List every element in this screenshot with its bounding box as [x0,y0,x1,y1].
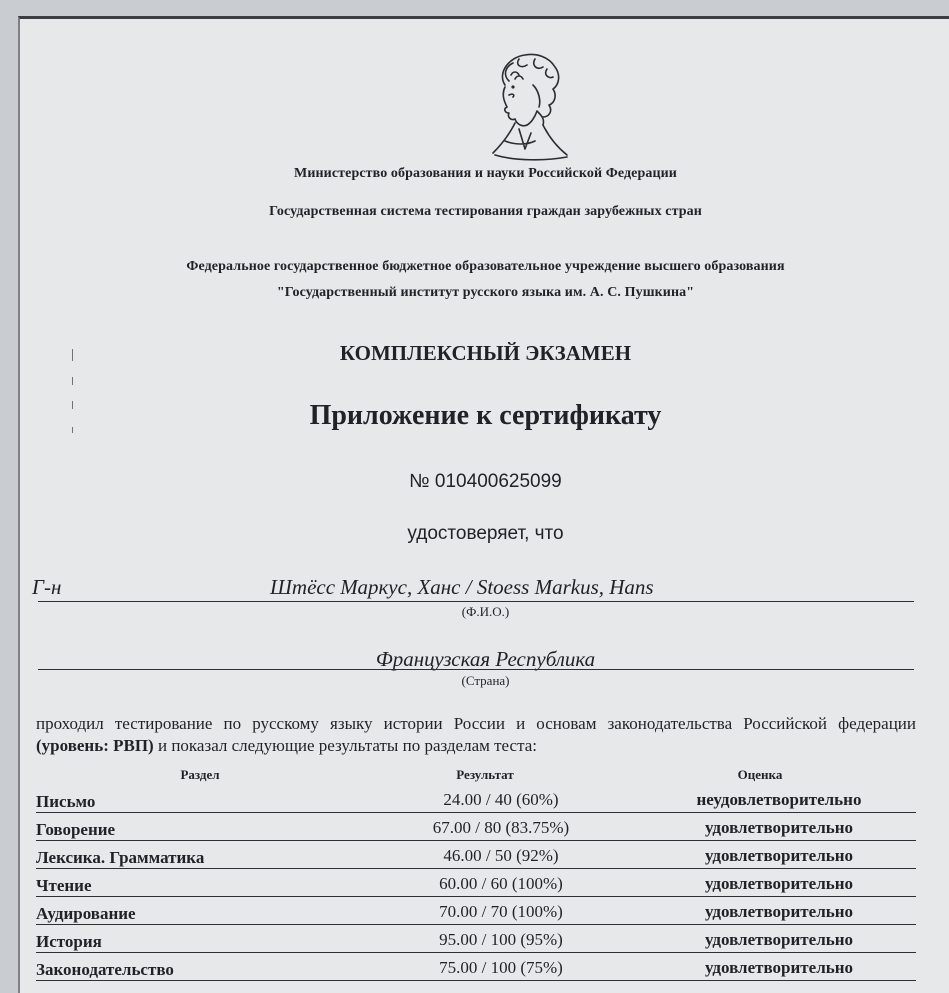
column-header-section: Раздел [180,767,220,782]
row-section: История [36,932,102,951]
row-grade: удовлетворительно [704,846,854,865]
country-underline [38,669,914,670]
scan-mark [72,349,73,361]
row-result: 95.00 / 100 (95%) [439,930,563,949]
table-row [36,925,916,953]
row-grade: неудовлетворительно [696,790,862,809]
institution-heading: Федеральное государственное бюджетное образовательное учреждение высшего образования [186,259,785,274]
row-underline [36,980,916,981]
table-row [36,813,916,841]
testing-system-heading: Государственная система тестирования граждан зарубежных стран [269,204,702,219]
certificate-sheet [18,16,949,993]
row-grade: удовлетворительно [704,930,854,949]
row-result: 24.00 / 40 (60%) [443,790,559,809]
pushkin-portrait-emblem [475,45,575,170]
ministry-heading: Министерство образования и науки Российской Федерации [294,166,677,181]
name-caption: (Ф.И.О.) [461,604,510,619]
row-grade: удовлетворительно [704,818,854,837]
row-result: 46.00 / 50 (92%) [443,846,559,865]
row-grade: удовлетворительно [704,874,854,893]
certifies-text: удостоверяет, что [407,523,564,544]
row-section: Аудирование [36,904,136,923]
table-row [36,869,916,897]
row-section: Говорение [36,820,116,839]
scan-mark [72,377,73,385]
certificate-number: № 010400625099 [409,471,562,492]
table-row [36,785,916,813]
name-underline [38,601,914,602]
holder-salutation: Г-н [32,575,62,599]
table-row [36,953,916,981]
document-title: Приложение к сертификату [309,400,662,431]
scan-mark [72,427,73,433]
country-caption: (Страна) [461,673,510,688]
scan-mark [72,401,73,409]
row-section: Письмо [36,792,96,811]
row-section: Законодательство [36,960,174,979]
exam-type-title: КОМПЛЕКСНЫЙ ЭКЗАМЕН [339,341,632,365]
institute-name-heading: "Государственный институт русского языка им. А. С. Пушкина" [276,285,695,300]
table-row [36,897,916,925]
holder-country: Французская Республика [375,647,596,671]
row-section: Чтение [36,876,92,895]
row-grade: удовлетворительно [704,958,854,977]
intro-text-before: проходил тестирование по русскому языку истории России и основам законодательства Российской федерации [36,714,916,733]
intro-text-after: и показал следующие результаты по разделам теста: [153,736,537,755]
results-intro-paragraph [36,713,916,757]
row-result: 60.00 / 60 (100%) [439,874,563,893]
row-grade: удовлетворительно [704,902,854,921]
row-result: 75.00 / 100 (75%) [439,958,563,977]
row-result: 70.00 / 70 (100%) [439,902,563,921]
table-row [36,841,916,869]
intro-level: (уровень: РВП) [36,736,154,755]
column-header-grade: Оценка [737,767,783,782]
row-section: Лексика. Грамматика [36,848,205,867]
row-result: 67.00 / 80 (83.75%) [432,818,570,837]
holder-name: Штёсс Маркус, Ханс / Stoess Markus, Hans [270,575,654,599]
column-header-result: Результат [456,767,514,782]
